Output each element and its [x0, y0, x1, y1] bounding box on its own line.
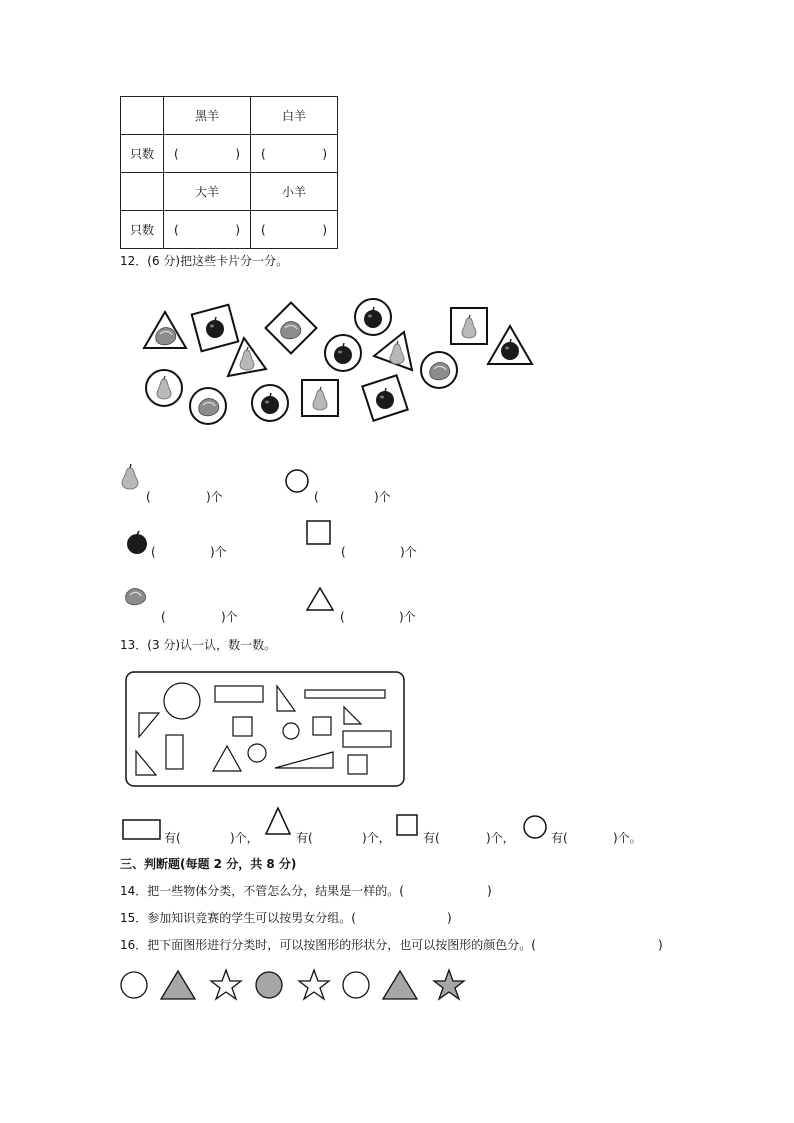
shape-triangle — [277, 686, 295, 711]
card-square-apple — [362, 375, 407, 420]
apple-icon — [125, 530, 151, 556]
pear-icon — [118, 462, 144, 492]
q16-answer-close: ) — [658, 938, 663, 952]
circle-icon — [285, 469, 311, 495]
circle-count-open: ( — [314, 490, 319, 504]
header-big-sheep: 大羊 — [164, 173, 251, 211]
pear-count-close: )个 — [206, 490, 223, 504]
q16-shapes-row — [115, 965, 475, 1005]
card-circle-apple — [355, 299, 391, 335]
card-triangle-pear — [374, 332, 412, 370]
shape-rect — [305, 690, 385, 698]
shape-circle — [248, 744, 266, 762]
card-circle-apple — [325, 335, 361, 371]
shapes-panel — [125, 671, 405, 788]
shape-triangle — [136, 751, 156, 775]
circle-white — [343, 972, 369, 998]
circle-white — [121, 972, 147, 998]
row-label-count: 只数 — [121, 211, 164, 249]
card-diamond-peach — [266, 303, 317, 354]
star-gray — [434, 970, 464, 999]
card-triangle-pear — [228, 338, 266, 376]
shape-rect — [215, 686, 263, 702]
answer-cell[interactable]: ( ) — [251, 211, 338, 249]
shape-rect — [166, 735, 183, 769]
card-square-pear — [451, 308, 487, 344]
shape-triangle — [213, 746, 241, 771]
triangle-gray — [383, 971, 417, 999]
rect-count-open: 有( — [164, 831, 181, 845]
card-circle-peach — [190, 388, 226, 424]
shape-triangle — [275, 752, 333, 768]
peach-count-open: ( — [161, 610, 166, 624]
answer-cell[interactable]: ( ) — [164, 211, 251, 249]
row-label-count: 只数 — [121, 135, 164, 173]
square-icon — [306, 520, 332, 546]
answer-cell[interactable]: ( ) — [164, 135, 251, 173]
card-circle-peach — [421, 352, 457, 388]
circle-icon — [523, 815, 549, 841]
answer-cell[interactable]: ( ) — [251, 135, 338, 173]
shape-square — [348, 755, 367, 774]
rectangle-icon — [122, 818, 162, 842]
shape-square — [233, 717, 252, 736]
q14-text: 14．把一些物体分类，不管怎么分，结果是一样的。( — [120, 884, 404, 898]
triangle-icon — [264, 806, 292, 836]
apple-count-close: )个 — [210, 545, 227, 559]
square-icon — [396, 814, 420, 838]
shape-triangle — [344, 707, 361, 724]
pear-count-open: ( — [146, 490, 151, 504]
header-small-sheep: 小羊 — [251, 173, 338, 211]
q12-title: 12．(6 分)把这些卡片分一分。 — [120, 254, 289, 268]
rect-count-close: )个， — [230, 831, 259, 845]
peach-icon — [124, 586, 150, 608]
circle-count-close: )个 — [374, 490, 391, 504]
apple-count-open: ( — [151, 545, 156, 559]
star-white — [211, 970, 241, 999]
square-count-close: )个， — [486, 831, 515, 845]
card-triangle-apple — [488, 326, 532, 364]
star-white — [299, 970, 329, 999]
shape-circle — [283, 723, 299, 739]
square-count-open: ( — [341, 545, 346, 559]
card-square-apple — [192, 305, 239, 352]
triangle-gray — [161, 971, 195, 999]
q13-title: 13．(3 分)认一认，数一数。 — [120, 638, 277, 652]
triangle-icon — [305, 586, 335, 612]
triangle-count-close: )个 — [399, 610, 416, 624]
square-count-open: 有( — [423, 831, 440, 845]
circle-count-close: )个。 — [613, 831, 642, 845]
triangle-count-close: )个， — [362, 831, 391, 845]
q16-text: 16．把下面图形进行分类时，可以按图形的形状分，也可以按图形的颜色分。( — [120, 938, 536, 952]
shape-square — [313, 717, 331, 735]
circle-count-open: 有( — [551, 831, 568, 845]
shape-circle — [164, 683, 200, 719]
peach-count-close: )个 — [221, 610, 238, 624]
shape-triangle — [139, 713, 159, 737]
card-circle-pear — [146, 370, 182, 406]
triangle-count-open: 有( — [296, 831, 313, 845]
shape-rect — [343, 731, 391, 747]
triangle-count-open: ( — [340, 610, 345, 624]
header-white-sheep: 白羊 — [251, 97, 338, 135]
card-square-pear — [302, 380, 338, 416]
q15-text: 15．参加知识竞赛的学生可以按男女分组。( — [120, 911, 356, 925]
fruit-cards-illustration — [0, 0, 794, 460]
card-circle-apple — [252, 385, 288, 421]
q14-answer-close: ) — [487, 884, 492, 898]
circle-gray — [256, 972, 282, 998]
card-triangle-peach — [144, 312, 186, 348]
section-3-title: 三、判断题(每题 2 分，共 8 分) — [120, 857, 297, 871]
header-black-sheep: 黑羊 — [164, 97, 251, 135]
square-count-close: )个 — [400, 545, 417, 559]
q15-answer-close: ) — [447, 911, 452, 925]
